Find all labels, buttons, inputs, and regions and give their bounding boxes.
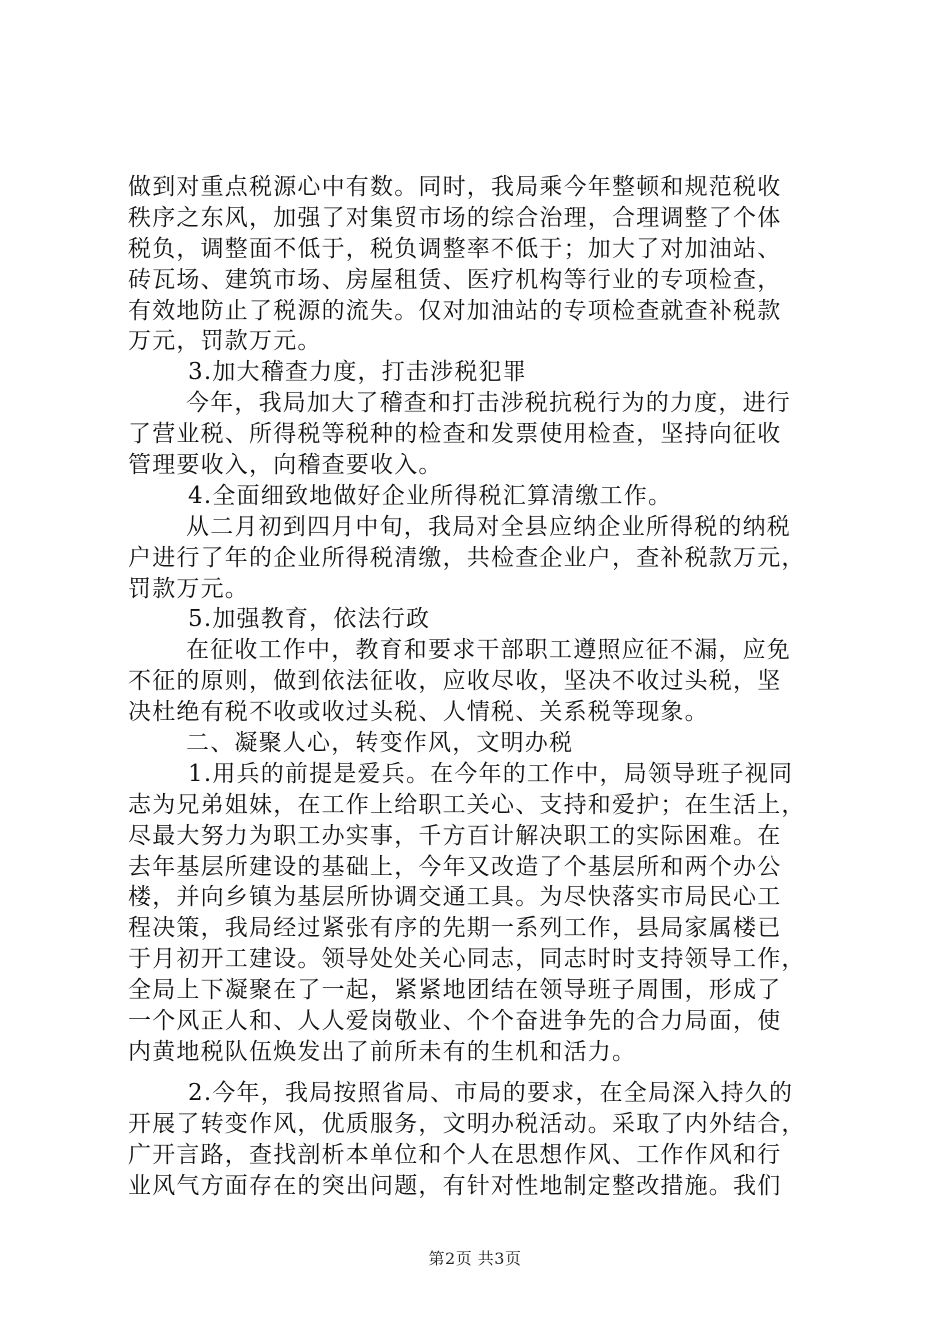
text-line: 决杜绝有税不收或收过头税、人情税、关系税等现象。 <box>128 699 709 726</box>
text-line: 广开言路，查找剖析本单位和个人在思想作风、工作作风和行 <box>128 1141 782 1168</box>
paragraph-gap <box>128 1068 838 1078</box>
text-line: 程决策，我局经过紧张有序的先期一系列工作，县局家属楼已 <box>128 915 782 942</box>
text-line: 1.用兵的前提是爱兵。在今年的工作中，局领导班子视同 <box>188 760 794 787</box>
text-line: 志为兄弟姐妹，在工作上给职工关心、支持和爱护；在生活上， <box>128 791 806 818</box>
text-line: 一个风正人和、人人爱岗敬业、个个奋进争先的合力局面，使 <box>128 1008 782 1035</box>
section-heading: 3.加大稽查力度，打击涉税犯罪 <box>188 359 527 386</box>
text-line: 业风气方面存在的突出问题，有针对性地制定整改措施。我们 <box>128 1172 782 1199</box>
text-line: 内黄地税队伍焕发出了前所未有的生机和活力。 <box>128 1038 637 1065</box>
document-body <box>128 172 838 1201</box>
text-line: 全局上下凝聚在了一起，紧紧地团结在领导班子周围，形成了 <box>128 977 782 1004</box>
section-heading: 5.加强教育，依法行政 <box>188 606 431 633</box>
text-line: 管理要收入，向稽查要收入。 <box>128 452 443 479</box>
text-line: 去年基层所建设的基础上，今年又改造了个基层所和两个办公 <box>128 853 782 880</box>
text-line: 尽最大努力为职工办实事，千方百计解决职工的实际困难。在 <box>128 822 782 849</box>
text-line: 不征的原则，做到依法征收，应收尽收，坚决不收过头税，坚 <box>128 668 782 695</box>
text-line: 于月初开工建设。领导处处关心同志，同志时时支持领导工作， <box>128 946 806 973</box>
text-line: 做到对重点税源心中有数。同时，我局乘今年整顿和规范税收 <box>128 174 782 200</box>
text-line: 户进行了年的企业所得税清缴，共检查企业户，查补税款万元， <box>128 544 806 571</box>
text-line: 税负，调整面不低于，税负调整率不低于；加大了对加油站、 <box>128 235 782 262</box>
page-footer: 第2页 共3页 <box>428 1249 522 1268</box>
text-line: 罚款万元。 <box>128 575 249 602</box>
text-line: 了营业税、所得税等税种的检查和发票使用检查，坚持向征收 <box>128 421 782 448</box>
section-heading: 4.全面细致地做好企业所得税汇算清缴工作。 <box>188 482 673 509</box>
text-line: 万元，罚款万元。 <box>128 328 322 355</box>
text-line: 有效地防止了税源的流失。仅对加油站的专项检查就查补税款 <box>128 297 782 324</box>
text-line: 2.今年，我局按照省局、市局的要求，在全局深入持久的 <box>188 1079 794 1106</box>
text-line: 秩序之东风，加强了对集贸市场的综合治理，合理调整了个体 <box>128 204 782 231</box>
text-line: 砖瓦场、建筑市场、房屋租赁、医疗机构等行业的专项检查， <box>128 266 782 293</box>
text-line: 今年，我局加大了稽查和打击涉税抗税行为的力度，进行 <box>186 390 791 417</box>
text-line: 在征收工作中，教育和要求干部职工遵照应征不漏，应免 <box>186 637 791 664</box>
text-line: 开展了转变作风，优质服务，文明办税活动。采取了内外结合， <box>128 1110 806 1137</box>
text-line: 楼，并向乡镇为基层所协调交通工具。为尽快落实市局民心工 <box>128 884 782 911</box>
text-line: 从二月初到四月中旬，我局对全县应纳企业所得税的纳税 <box>186 513 791 540</box>
section-heading: 二、凝聚人心，转变作风，文明办税 <box>186 730 574 757</box>
